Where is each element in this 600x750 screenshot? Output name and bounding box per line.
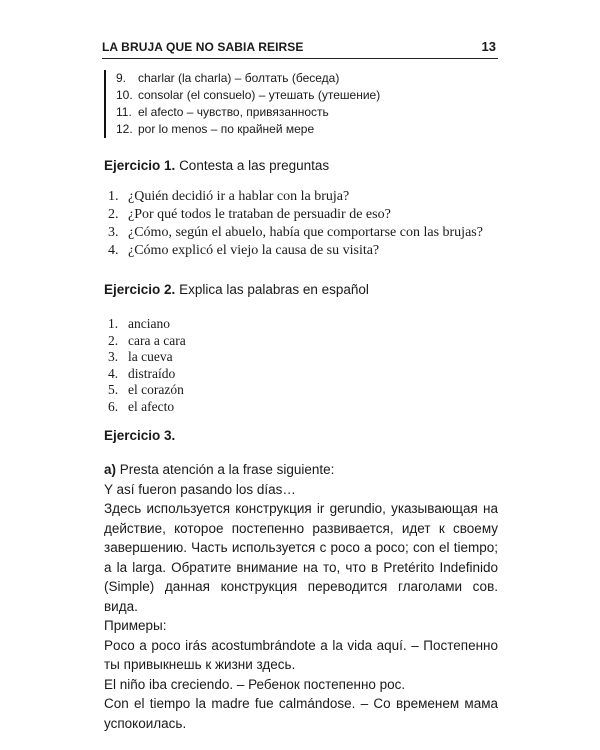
example-sentence: El niño iba creciendo. – Ребенок постепенно рос. bbox=[104, 676, 406, 692]
question-text: ¿Quién decidió ir a hablar con la bruja? bbox=[128, 189, 350, 204]
vocab-item bbox=[116, 121, 380, 138]
exercise-1-questions bbox=[108, 188, 483, 260]
question-number: 4. bbox=[108, 243, 119, 258]
word-item bbox=[108, 399, 186, 416]
exercise-1-label: Ejercicio 1. bbox=[104, 158, 176, 173]
vocab-text: charlar (la charla) – болтать (беседа) bbox=[138, 71, 340, 85]
word-number: 1. bbox=[108, 316, 119, 331]
question-number: 2. bbox=[108, 207, 119, 222]
question-number: 1. bbox=[108, 189, 119, 204]
word-number: 6. bbox=[108, 398, 119, 414]
exercise-3-heading bbox=[104, 428, 175, 443]
vocab-text: el afecto – чувство, привязанность bbox=[138, 105, 329, 119]
question-number: 3. bbox=[108, 225, 119, 240]
word-item bbox=[108, 316, 186, 333]
part-a-line bbox=[104, 460, 498, 480]
example-sentence: Poco a poco irás acostumbrándote a la vida aquí. – Постепенно ты привыкнешь к жизни здесь. bbox=[104, 637, 498, 672]
word-number: 4. bbox=[108, 365, 119, 381]
word-number: 5. bbox=[108, 382, 119, 397]
question-item bbox=[108, 188, 483, 206]
vocab-number: 10. bbox=[116, 88, 133, 102]
page-number: 13 bbox=[481, 39, 496, 54]
vocab-item bbox=[116, 104, 380, 121]
explanation-paragraph: Здесь используется конструкция ir gerundio, указывающая на действие, которое постепенно развивается, идет к своему завершению. Часть используется с poco a poco; con el tiempo; a la larga. Обратите внимание на то, что в Pretérito Indefinido (Simple) данная конструкция переводится глаголами сов. вида. bbox=[104, 501, 498, 614]
word-item bbox=[108, 382, 186, 399]
word-text: el afecto bbox=[128, 398, 175, 414]
question-text: ¿Cómo, según el abuelo, había que comportarse con las brujas? bbox=[128, 225, 483, 240]
vocab-text: consolar (el consuelo) – утешать (утешение) bbox=[138, 88, 381, 102]
exercise-3-label: Ejercicio 3. bbox=[104, 428, 176, 443]
word-text: cara a cara bbox=[128, 332, 186, 348]
word-item bbox=[108, 333, 186, 350]
vocabulary-list bbox=[104, 70, 380, 138]
vocab-number: 9. bbox=[116, 71, 127, 85]
question-text: ¿Por qué todos le trataban de persuadir de eso? bbox=[128, 207, 391, 222]
exercise-2-instruction: Explica las palabras en español bbox=[179, 282, 369, 297]
running-header bbox=[102, 36, 498, 59]
vocab-item bbox=[116, 87, 380, 104]
exercise-1-instruction: Contesta a las preguntas bbox=[179, 158, 330, 173]
part-a-label: a) bbox=[104, 462, 117, 477]
word-text: anciano bbox=[128, 316, 170, 331]
word-text: la cueva bbox=[128, 349, 173, 364]
word-item bbox=[108, 366, 186, 383]
word-number: 3. bbox=[108, 349, 119, 364]
exercise-3-body bbox=[104, 460, 498, 733]
part-a-instruction: Presta atención a la frase siguiente: bbox=[119, 462, 335, 477]
example-sentence: Con el tiempo la madre fue calmándose. – Со временем мама успокоилась. bbox=[104, 696, 498, 731]
word-number: 2. bbox=[108, 332, 119, 348]
question-item bbox=[108, 242, 483, 260]
exercise-2-label: Ejercicio 2. bbox=[104, 282, 176, 297]
example-phrase: Y así fueron pasando los días… bbox=[104, 481, 296, 497]
exercise-1-heading bbox=[104, 158, 329, 173]
exercise-2-words bbox=[108, 316, 186, 415]
word-text: distraído bbox=[128, 365, 176, 381]
question-item bbox=[108, 224, 483, 242]
examples-heading: Примеры: bbox=[104, 618, 167, 633]
question-text: ¿Cómo explicó el viejo la causa de su visita? bbox=[128, 243, 380, 258]
word-text: el corazón bbox=[128, 382, 184, 397]
vocab-number: 12. bbox=[116, 122, 133, 136]
header-title: LA BRUJA QUE NO SABIA REIRSE bbox=[102, 40, 304, 54]
exercise-2-heading bbox=[104, 282, 369, 297]
question-item bbox=[108, 206, 483, 224]
vocab-item bbox=[116, 70, 380, 87]
word-item bbox=[108, 349, 186, 366]
vocab-number: 11. bbox=[116, 105, 132, 119]
vocab-text: por lo menos – по крайней мере bbox=[138, 122, 315, 136]
